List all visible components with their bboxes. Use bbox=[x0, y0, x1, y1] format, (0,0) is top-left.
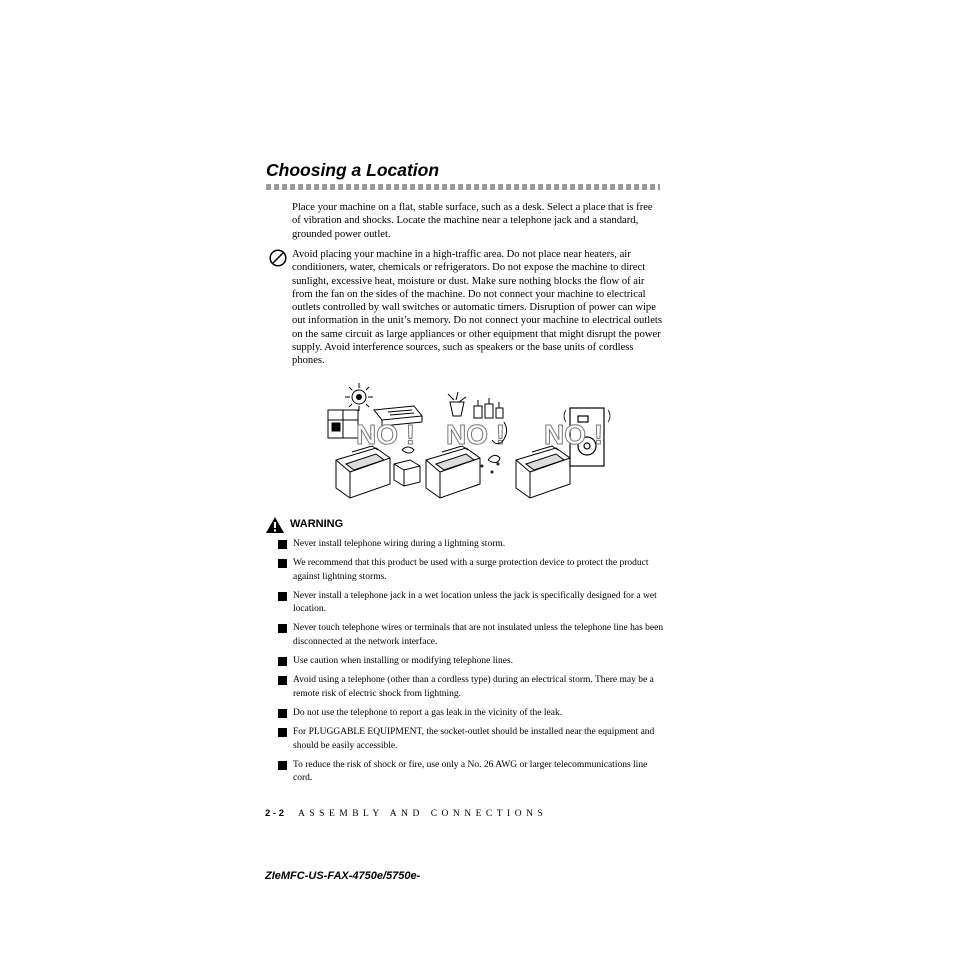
warning-title: WARNING bbox=[290, 518, 344, 530]
list-item: Use caution when installing or modifying telephone lines. bbox=[278, 655, 668, 668]
no-label: NO ! bbox=[356, 419, 416, 450]
list-item: Do not use the telephone to report a gas leak in the vicinity of the leak. bbox=[278, 707, 668, 720]
warning-list bbox=[278, 536, 668, 785]
page-number: 2 - 2 bbox=[265, 808, 285, 819]
list-item: Never install a telephone jack in a wet location unless the jack is specifically designed for a wet location. bbox=[278, 590, 668, 617]
bullet-icon bbox=[278, 624, 287, 633]
bullet-icon bbox=[278, 728, 287, 737]
bullet-icon bbox=[278, 657, 287, 666]
prohibited-icon bbox=[269, 249, 287, 267]
no-label: NO ! bbox=[446, 419, 506, 450]
caution-paragraph: Avoid placing your machine in a high-traffic area. Do not place near heaters, air conditioners, water, chemicals or refrigerators. Do not expose the machine to direct sunlight, excessive heat, moisture or dust. Make sure nothing blocks the flow of air from the fan on the sides of the machine. Do not connect your machine to electrical outlets controlled by wall switches or automatic timers. Disruption of power can wipe out information in the unit’s memory. Do not connect your machine to electrical outlets on the same circuit as large appliances or other equipment that might disrupt the power supply. Avoid interference sources, such as speakers or the base units of cordless phones. bbox=[292, 249, 662, 367]
bullet-icon bbox=[278, 761, 287, 770]
fax-machine-icon bbox=[426, 446, 480, 498]
intro-paragraph: Place your machine on a flat, stable surface, such as a desk. Select a place that is free of vibration and shocks. Locate the machine near a telephone jack and a standard, grounded power outlet. bbox=[292, 202, 653, 240]
list-item: Never touch telephone wires or terminals that are not insulated unless the telephone line has been disconnected at the network interface. bbox=[278, 622, 668, 649]
page-footer bbox=[265, 808, 547, 819]
warning-icon bbox=[265, 516, 285, 534]
bullet-icon bbox=[278, 676, 287, 685]
placement-illustration bbox=[322, 380, 612, 504]
list-item: Never install telephone wiring during a lightning storm. bbox=[278, 538, 668, 551]
bottles-icon bbox=[448, 392, 503, 418]
list-item: To reduce the risk of shock or fire, use only a No. 26 AWG or larger telecommunications line cord. bbox=[278, 759, 668, 786]
window-icon bbox=[328, 410, 358, 438]
sun-icon bbox=[345, 383, 373, 411]
section-name: ASSEMBLY AND CONNECTIONS bbox=[298, 809, 548, 819]
fax-machine-icon bbox=[336, 446, 390, 498]
bullet-icon bbox=[278, 592, 287, 601]
bullet-icon bbox=[278, 540, 287, 549]
no-label: NO ! bbox=[544, 419, 604, 450]
section-heading: Choosing a Location bbox=[266, 160, 440, 180]
list-item: Avoid using a telephone (other than a cordless type) during an electrical storm. There may be a remote risk of electric shock from lightning. bbox=[278, 674, 668, 701]
document-id: ZIeMFC-US-FAX-4750e/5750e- bbox=[265, 870, 421, 882]
list-item: We recommend that this product be used with a surge protection device to protect the product against lightning storms. bbox=[278, 557, 668, 584]
fax-machine-icon bbox=[516, 446, 570, 498]
box-icon bbox=[394, 447, 420, 486]
heading-divider bbox=[266, 184, 660, 190]
list-item: For PLUGGABLE EQUIPMENT, the socket-outlet should be installed near the equipment and should be easily accessible. bbox=[278, 726, 668, 753]
bullet-icon bbox=[278, 709, 287, 718]
bullet-icon bbox=[278, 559, 287, 568]
